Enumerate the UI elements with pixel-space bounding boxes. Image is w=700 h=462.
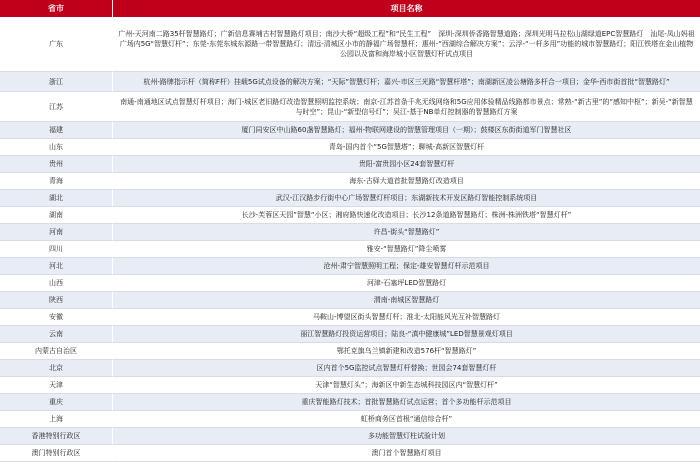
province-cell: 四川 — [0, 241, 113, 258]
project-cell: 杭州-路牌指示杆（简称F杆）挂载5G试点设备的解决方案；“天际”智慧灯杆；嘉兴-市区三光路“智慧杆塔”；南湖新区凌公塘路多杆合一项目；金华-西市街首批“智慧路灯” — [113, 72, 700, 92]
project-cell: 区内首个5G监控试点智慧灯杆替换；世园会74套智慧灯杆 — [113, 360, 700, 377]
project-cell: 南通-南通地区试点智慧灯杆项目；海门-城区老旧路灯改造智慧照明监控系统；南京-江苏首条千兆无线网络和5G应用体验精品线路都市景点；常熟-“新古里”的“感知中枢”；新吴-“新智慧与时空”；昆山-“新型信号灯”；吴江-基于NB单灯控制器的智慧路灯方案 — [113, 92, 700, 122]
project-cell: 长沙-芙蓉区天园”智慧“小区；湘府路快速化改造项目；长沙12条道路智慧路灯；株洲-株洲铁塔“智慧灯杆” — [113, 207, 700, 224]
project-cell: 丽江智慧路灯投资运营项目；陆良-“滇中健康城”LED智慧景观灯项目 — [113, 326, 700, 343]
province-cell: 云南 — [0, 326, 113, 343]
project-cell: 渭南-南城区智慧路灯 — [113, 292, 700, 309]
project-cell: 重庆智能路灯技术；首批智慧路灯试点运营；首个多功能杆示范项目 — [113, 394, 700, 411]
province-cell: 湖南 — [0, 207, 113, 224]
project-cell: 澳门首个智慧路灯项目 — [113, 445, 700, 462]
project-cell: 贵阳-富贵园小区24套智慧灯杆 — [113, 156, 700, 173]
province-cell: 青海 — [0, 173, 113, 190]
project-cell: 鄂托克旗乌兰镇新建和改造576杆“智慧路灯” — [113, 343, 700, 360]
province-cell: 江苏 — [0, 92, 113, 122]
project-cell: 天津“智慧灯头”；海新区中新生态城科技园区内“智慧灯杆” — [113, 377, 700, 394]
province-cell: 天津 — [0, 377, 113, 394]
province-cell: 河北 — [0, 258, 113, 275]
project-cell: 雅安-“智慧路灯”降尘喷雾 — [113, 241, 700, 258]
project-cell: 马鞍山-博望区街头智慧灯杆；淮北-太阳能风光互补智慧路灯 — [113, 309, 700, 326]
project-cell: 海东-古驿大道首批智慧路灯改造项目 — [113, 173, 700, 190]
province-cell: 安徽 — [0, 309, 113, 326]
province-cell: 广东 — [0, 17, 113, 72]
project-cell: 沧州-肃宁智慧照明工程；保定-雄安智慧灯杆示范项目 — [113, 258, 700, 275]
province-cell: 山西 — [0, 275, 113, 292]
province-cell: 上海 — [0, 411, 113, 428]
province-cell: 重庆 — [0, 394, 113, 411]
province-cell: 湖北 — [0, 190, 113, 207]
province-cell: 内蒙古自治区 — [0, 343, 113, 360]
province-cell: 河南 — [0, 224, 113, 241]
province-cell: 福建 — [0, 122, 113, 139]
province-cell: 陕西 — [0, 292, 113, 309]
header-province: 省市 — [0, 0, 113, 17]
province-cell: 山东 — [0, 139, 113, 156]
project-cell: 虹桥商务区首根“通信综合杆” — [113, 411, 700, 428]
project-cell: 多功能智慧灯柱试验计划 — [113, 428, 700, 445]
province-cell: 北京 — [0, 360, 113, 377]
project-cell: 广州-天河南二路35杆智慧路灯；广新信息赛埔古村智慧路灯项目；南沙大桥“超级工程”和“民生工程” 深圳-深圳侨香路智慧道路；深圳光明马拉松山湖绿道EPC智慧路灯 汕尾-凤山妈祖广场内5G“智慧灯杆”；东莞-东莞东城东源路一带智慧路灯；清远-清城区小市的静福广场智慧杆；惠州-“西湖综合解决方案”；云浮-“一杆多用”功能的城市智慧路灯；阳江铁塔在金山植物公园以及富和海岸城小区智慧灯杆试点项目 — [113, 17, 700, 72]
project-cell: 厦门同安区中山路60盏智慧路灯；福州-物联网建设的智慧管理项目（一期）；鼓楼区东街街道军门智慧社区 — [113, 122, 700, 139]
province-cell: 澳门特别行政区 — [0, 445, 113, 462]
header-project: 项目名称 — [113, 0, 700, 17]
project-cell: 青岛-国内首个“5G智慧塔”；聊城-高新区智慧灯杆 — [113, 139, 700, 156]
province-cell: 浙江 — [0, 72, 113, 92]
province-cell: 香港特别行政区 — [0, 428, 113, 445]
project-cell: 河津-石塞坪LED智慧路灯 — [113, 275, 700, 292]
province-cell: 贵州 — [0, 156, 113, 173]
project-cell: 武汉-江汉路步行街中心广场智慧灯杆项目；东湖新技术开发区路灯智能控制系统项目 — [113, 190, 700, 207]
project-cell: 许昌-街头“智慧路灯” — [113, 224, 700, 241]
